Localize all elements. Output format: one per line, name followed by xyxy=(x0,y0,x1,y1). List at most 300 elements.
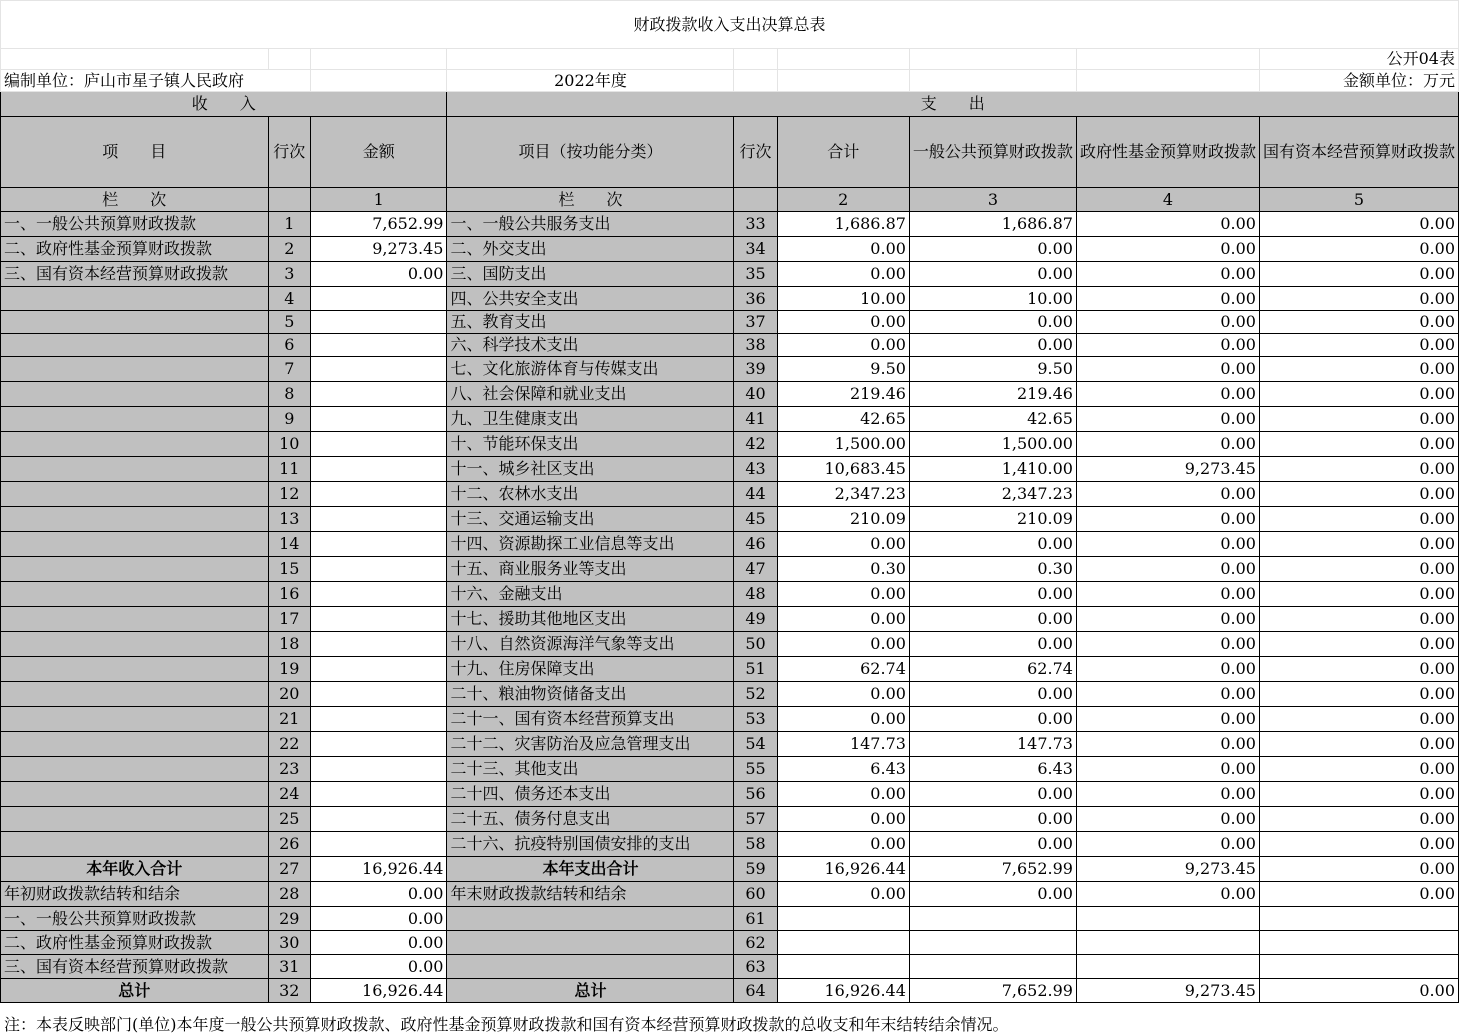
income-item xyxy=(1,582,269,607)
income-row-no: 15 xyxy=(268,557,310,582)
expense-item: 二十、粮油物资储备支出 xyxy=(447,682,734,707)
income-item xyxy=(1,357,269,382)
expense-total: 1,686.87 xyxy=(777,212,909,237)
expense-fund: 0.00 xyxy=(1076,682,1259,707)
expense-general: 1,410.00 xyxy=(909,457,1076,482)
income-item xyxy=(1,632,269,657)
expense-total xyxy=(777,907,909,931)
expense-row-no: 58 xyxy=(734,832,777,857)
expense-state: 0.00 xyxy=(1259,682,1458,707)
expense-fund: 0.00 xyxy=(1076,632,1259,657)
income-row-no: 7 xyxy=(268,357,310,382)
expense-total: 0.00 xyxy=(777,334,909,357)
expense-total: 0.00 xyxy=(777,607,909,632)
expense-fund: 0.00 xyxy=(1076,807,1259,832)
expense-state: 0.00 xyxy=(1259,382,1458,407)
expense-general: 0.00 xyxy=(909,782,1076,807)
income-row-no: 14 xyxy=(268,532,310,557)
col-header-general: 一般公共预算财政拨款 xyxy=(909,117,1076,188)
expense-item: 二、外交支出 xyxy=(447,237,734,262)
expense-item: 二十四、债务还本支出 xyxy=(447,782,734,807)
expense-fund xyxy=(1076,931,1259,955)
table-row xyxy=(1,857,1459,882)
expense-state: 0.00 xyxy=(1259,979,1458,1003)
expense-item: 一、一般公共服务支出 xyxy=(447,212,734,237)
income-item: 一、一般公共预算财政拨款 xyxy=(1,212,269,237)
table-row xyxy=(1,557,1459,582)
expense-item: 十一、城乡社区支出 xyxy=(447,457,734,482)
income-row-no: 9 xyxy=(268,407,310,432)
income-row-no: 1 xyxy=(268,212,310,237)
income-amount: 16,926.44 xyxy=(311,979,447,1003)
expense-total: 62.74 xyxy=(777,657,909,682)
income-row-no: 8 xyxy=(268,382,310,407)
income-item: 总计 xyxy=(1,979,269,1003)
table-row xyxy=(1,732,1459,757)
col-num-4: 4 xyxy=(1076,188,1259,212)
expense-general xyxy=(909,907,1076,931)
expense-row-no: 59 xyxy=(734,857,777,882)
expense-item: 十九、住房保障支出 xyxy=(447,657,734,682)
expense-total: 0.00 xyxy=(777,682,909,707)
expense-total: 0.00 xyxy=(777,707,909,732)
expense-item: 六、科学技术支出 xyxy=(447,334,734,357)
expense-row-no: 36 xyxy=(734,287,777,311)
table-row xyxy=(1,955,1459,979)
expense-state: 0.00 xyxy=(1259,287,1458,311)
expense-state: 0.00 xyxy=(1259,632,1458,657)
income-item: 一、一般公共预算财政拨款 xyxy=(1,907,269,931)
expense-general: 62.74 xyxy=(909,657,1076,682)
expense-row-no: 45 xyxy=(734,507,777,532)
expense-total: 0.00 xyxy=(777,311,909,334)
expense-item: 九、卫生健康支出 xyxy=(447,407,734,432)
income-amount xyxy=(311,757,447,782)
income-row-no: 13 xyxy=(268,507,310,532)
table-row xyxy=(1,407,1459,432)
income-item xyxy=(1,382,269,407)
expense-general: 10.00 xyxy=(909,287,1076,311)
expense-row-no: 55 xyxy=(734,757,777,782)
table-row xyxy=(1,882,1459,907)
income-item xyxy=(1,807,269,832)
income-amount: 0.00 xyxy=(311,907,447,931)
expense-item xyxy=(447,955,734,979)
income-row-no: 11 xyxy=(268,457,310,482)
expense-general: 0.00 xyxy=(909,832,1076,857)
income-amount xyxy=(311,407,447,432)
page-title: 财政拨款收入支出决算总表 xyxy=(1,1,1459,49)
expense-general: 0.00 xyxy=(909,237,1076,262)
income-item: 二、政府性基金预算财政拨款 xyxy=(1,237,269,262)
expense-total: 0.00 xyxy=(777,882,909,907)
expense-general: 42.65 xyxy=(909,407,1076,432)
expense-state: 0.00 xyxy=(1259,457,1458,482)
table-row xyxy=(1,582,1459,607)
expense-fund xyxy=(1076,907,1259,931)
expense-row-no: 39 xyxy=(734,357,777,382)
expense-state: 0.00 xyxy=(1259,557,1458,582)
expense-item: 十六、金融支出 xyxy=(447,582,734,607)
income-amount: 0.00 xyxy=(311,262,447,287)
expense-state: 0.00 xyxy=(1259,482,1458,507)
table-row xyxy=(1,432,1459,457)
expense-general: 9.50 xyxy=(909,357,1076,382)
expense-row-no: 53 xyxy=(734,707,777,732)
expense-general: 147.73 xyxy=(909,732,1076,757)
expense-fund: 0.00 xyxy=(1076,882,1259,907)
expense-fund: 0.00 xyxy=(1076,432,1259,457)
expense-fund: 0.00 xyxy=(1076,357,1259,382)
expense-total: 147.73 xyxy=(777,732,909,757)
income-row-no: 12 xyxy=(268,482,310,507)
table-row xyxy=(1,287,1459,311)
income-item: 年初财政拨款结转和结余 xyxy=(1,882,269,907)
expense-fund: 0.00 xyxy=(1076,607,1259,632)
income-row-no: 4 xyxy=(268,287,310,311)
income-amount xyxy=(311,334,447,357)
income-item xyxy=(1,532,269,557)
expense-total: 210.09 xyxy=(777,507,909,532)
expense-item: 总计 xyxy=(447,979,734,1003)
expense-row-no: 61 xyxy=(734,907,777,931)
income-amount xyxy=(311,657,447,682)
income-item xyxy=(1,757,269,782)
expense-item: 二十三、其他支出 xyxy=(447,757,734,782)
expense-item: 十、节能环保支出 xyxy=(447,432,734,457)
expense-fund: 0.00 xyxy=(1076,212,1259,237)
table-row xyxy=(1,532,1459,557)
expense-fund: 9,273.45 xyxy=(1076,857,1259,882)
expense-general: 0.00 xyxy=(909,262,1076,287)
expense-fund: 0.00 xyxy=(1076,532,1259,557)
expense-fund: 0.00 xyxy=(1076,237,1259,262)
expense-state xyxy=(1259,931,1458,955)
income-item xyxy=(1,482,269,507)
income-amount xyxy=(311,432,447,457)
expense-state: 0.00 xyxy=(1259,507,1458,532)
expense-item xyxy=(447,931,734,955)
income-row-no: 23 xyxy=(268,757,310,782)
income-item xyxy=(1,657,269,682)
table-row xyxy=(1,632,1459,657)
expense-item: 十三、交通运输支出 xyxy=(447,507,734,532)
expense-general: 219.46 xyxy=(909,382,1076,407)
expense-state: 0.00 xyxy=(1259,782,1458,807)
col-header-item: 项 目 xyxy=(1,117,269,188)
expense-row-no: 34 xyxy=(734,237,777,262)
expense-fund: 0.00 xyxy=(1076,657,1259,682)
footnote: 注：本表反映部门(单位)本年度一般公共预算财政拨款、政府性基金预算财政拨款和国有资本经营预算财政拨款的总收支和年末结转结余情况。 xyxy=(4,1015,1009,1034)
expense-total: 10,683.45 xyxy=(777,457,909,482)
expense-state: 0.00 xyxy=(1259,757,1458,782)
income-row-no: 25 xyxy=(268,807,310,832)
form-code: 公开04表 xyxy=(1259,49,1458,70)
col-header-fund: 政府性基金预算财政拨款 xyxy=(1076,117,1259,188)
income-amount xyxy=(311,457,447,482)
income-amount: 7,652.99 xyxy=(311,212,447,237)
expense-general: 0.00 xyxy=(909,311,1076,334)
expense-general: 6.43 xyxy=(909,757,1076,782)
expense-row-no: 40 xyxy=(734,382,777,407)
expense-fund: 0.00 xyxy=(1076,582,1259,607)
expense-total: 42.65 xyxy=(777,407,909,432)
income-item xyxy=(1,557,269,582)
expense-row-no: 52 xyxy=(734,682,777,707)
expense-total: 0.00 xyxy=(777,237,909,262)
expense-state: 0.00 xyxy=(1259,237,1458,262)
expense-fund: 0.00 xyxy=(1076,782,1259,807)
expense-fund: 9,273.45 xyxy=(1076,457,1259,482)
expense-state: 0.00 xyxy=(1259,607,1458,632)
expense-total: 9.50 xyxy=(777,357,909,382)
expense-item: 十八、自然资源海洋气象等支出 xyxy=(447,632,734,657)
col-header-row-no: 行次 xyxy=(268,117,310,188)
expense-fund: 0.00 xyxy=(1076,262,1259,287)
expense-general: 0.00 xyxy=(909,707,1076,732)
expense-item: 二十六、抗疫特别国债安排的支出 xyxy=(447,832,734,857)
expense-row-no: 42 xyxy=(734,432,777,457)
income-row-no: 3 xyxy=(268,262,310,287)
expense-fund: 0.00 xyxy=(1076,334,1259,357)
table-row xyxy=(1,807,1459,832)
table-row xyxy=(1,237,1459,262)
col-header-func-item: 项目（按功能分类） xyxy=(447,117,734,188)
expense-general: 0.00 xyxy=(909,607,1076,632)
income-row-no: 24 xyxy=(268,782,310,807)
expense-row-no: 56 xyxy=(734,782,777,807)
expense-general: 0.30 xyxy=(909,557,1076,582)
expense-total: 0.00 xyxy=(777,262,909,287)
income-amount xyxy=(311,732,447,757)
expense-item: 七、文化旅游体育与传媒支出 xyxy=(447,357,734,382)
income-amount xyxy=(311,557,447,582)
expense-state: 0.00 xyxy=(1259,311,1458,334)
expense-general: 0.00 xyxy=(909,334,1076,357)
expense-row-no: 38 xyxy=(734,334,777,357)
expense-fund: 0.00 xyxy=(1076,557,1259,582)
expense-general xyxy=(909,955,1076,979)
income-item xyxy=(1,707,269,732)
table-row xyxy=(1,212,1459,237)
expense-row-no: 49 xyxy=(734,607,777,632)
expense-item xyxy=(447,907,734,931)
income-item: 三、国有资本经营预算财政拨款 xyxy=(1,955,269,979)
expense-fund: 0.00 xyxy=(1076,287,1259,311)
col-header-row-no-2: 行次 xyxy=(734,117,777,188)
income-row-no: 16 xyxy=(268,582,310,607)
expense-total: 219.46 xyxy=(777,382,909,407)
expense-state: 0.00 xyxy=(1259,807,1458,832)
expense-total: 1,500.00 xyxy=(777,432,909,457)
table-row xyxy=(1,657,1459,682)
income-item xyxy=(1,432,269,457)
expense-row-no: 41 xyxy=(734,407,777,432)
income-item: 本年收入合计 xyxy=(1,857,269,882)
income-item: 三、国有资本经营预算财政拨款 xyxy=(1,262,269,287)
expense-fund: 0.00 xyxy=(1076,757,1259,782)
expense-general: 210.09 xyxy=(909,507,1076,532)
table-row xyxy=(1,707,1459,732)
expense-item: 二十一、国有资本经营预算支出 xyxy=(447,707,734,732)
table-row xyxy=(1,682,1459,707)
unit-label: 编制单位：庐山市星子镇人民政府 xyxy=(1,70,311,92)
expense-row-no: 54 xyxy=(734,732,777,757)
expense-general: 2,347.23 xyxy=(909,482,1076,507)
amount-unit: 金额单位：万元 xyxy=(1259,70,1458,92)
expense-state: 0.00 xyxy=(1259,707,1458,732)
expense-state: 0.00 xyxy=(1259,857,1458,882)
income-amount: 9,273.45 xyxy=(311,237,447,262)
income-row-no: 22 xyxy=(268,732,310,757)
expense-state: 0.00 xyxy=(1259,832,1458,857)
expense-general: 7,652.99 xyxy=(909,857,1076,882)
expense-total: 16,926.44 xyxy=(777,979,909,1003)
expense-total: 0.00 xyxy=(777,632,909,657)
expense-state: 0.00 xyxy=(1259,432,1458,457)
expense-row-no: 47 xyxy=(734,557,777,582)
income-item xyxy=(1,287,269,311)
table-row xyxy=(1,334,1459,357)
expense-state: 0.00 xyxy=(1259,582,1458,607)
table-row xyxy=(1,907,1459,931)
income-header: 收 入 xyxy=(1,92,447,117)
income-amount xyxy=(311,287,447,311)
income-row-no: 30 xyxy=(268,931,310,955)
income-item xyxy=(1,607,269,632)
expense-item: 十二、农林水支出 xyxy=(447,482,734,507)
income-row-no: 20 xyxy=(268,682,310,707)
table-row xyxy=(1,782,1459,807)
income-item xyxy=(1,682,269,707)
expense-item: 二十二、灾害防治及应急管理支出 xyxy=(447,732,734,757)
expense-general: 7,652.99 xyxy=(909,979,1076,1003)
expense-fund: 0.00 xyxy=(1076,407,1259,432)
expense-fund: 0.00 xyxy=(1076,832,1259,857)
expense-general: 0.00 xyxy=(909,582,1076,607)
income-amount xyxy=(311,632,447,657)
table-row xyxy=(1,482,1459,507)
income-item xyxy=(1,832,269,857)
income-amount xyxy=(311,832,447,857)
table-row xyxy=(1,979,1459,1003)
expense-fund: 0.00 xyxy=(1076,707,1259,732)
expense-total: 0.30 xyxy=(777,557,909,582)
expense-state xyxy=(1259,907,1458,931)
table-row xyxy=(1,382,1459,407)
col-header-total: 合计 xyxy=(777,117,909,188)
expense-total: 0.00 xyxy=(777,782,909,807)
expense-state: 0.00 xyxy=(1259,407,1458,432)
col-header-amount: 金额 xyxy=(311,117,447,188)
expense-general: 0.00 xyxy=(909,807,1076,832)
expense-item: 二十五、债务付息支出 xyxy=(447,807,734,832)
income-row-no: 29 xyxy=(268,907,310,931)
expense-total: 0.00 xyxy=(777,532,909,557)
table-row xyxy=(1,607,1459,632)
expense-item: 三、国防支出 xyxy=(447,262,734,287)
expense-state: 0.00 xyxy=(1259,357,1458,382)
income-amount xyxy=(311,582,447,607)
expense-general: 0.00 xyxy=(909,532,1076,557)
table-row xyxy=(1,757,1459,782)
expense-item: 本年支出合计 xyxy=(447,857,734,882)
expense-general: 0.00 xyxy=(909,882,1076,907)
income-item xyxy=(1,311,269,334)
income-row-no: 27 xyxy=(268,857,310,882)
expense-row-no: 44 xyxy=(734,482,777,507)
expense-row-no: 62 xyxy=(734,931,777,955)
expense-general: 1,686.87 xyxy=(909,212,1076,237)
table-row xyxy=(1,457,1459,482)
income-amount: 16,926.44 xyxy=(311,857,447,882)
income-row-no: 17 xyxy=(268,607,310,632)
expense-total xyxy=(777,955,909,979)
expense-fund: 9,273.45 xyxy=(1076,979,1259,1003)
expense-fund: 0.00 xyxy=(1076,507,1259,532)
income-item: 二、政府性基金预算财政拨款 xyxy=(1,931,269,955)
income-row-no: 10 xyxy=(268,432,310,457)
expense-row-no: 48 xyxy=(734,582,777,607)
col-num-5: 5 xyxy=(1259,188,1458,212)
expense-item: 年末财政拨款结转和结余 xyxy=(447,882,734,907)
expense-state: 0.00 xyxy=(1259,212,1458,237)
income-row-no: 5 xyxy=(268,311,310,334)
income-row-no: 18 xyxy=(268,632,310,657)
expense-header: 支 出 xyxy=(447,92,1459,117)
income-row-no: 32 xyxy=(268,979,310,1003)
income-item xyxy=(1,782,269,807)
income-amount: 0.00 xyxy=(311,931,447,955)
expense-state: 0.00 xyxy=(1259,657,1458,682)
col-label-2: 栏 次 xyxy=(447,188,734,212)
income-amount xyxy=(311,311,447,334)
income-row-no: 19 xyxy=(268,657,310,682)
expense-fund: 0.00 xyxy=(1076,732,1259,757)
income-amount xyxy=(311,482,447,507)
expense-total: 0.00 xyxy=(777,582,909,607)
income-row-no: 31 xyxy=(268,955,310,979)
expense-total: 0.00 xyxy=(777,807,909,832)
income-item xyxy=(1,457,269,482)
expense-row-no: 46 xyxy=(734,532,777,557)
table-row xyxy=(1,931,1459,955)
expense-fund: 0.00 xyxy=(1076,482,1259,507)
income-row-no: 6 xyxy=(268,334,310,357)
expense-fund: 0.00 xyxy=(1076,311,1259,334)
expense-item: 十七、援助其他地区支出 xyxy=(447,607,734,632)
expense-fund xyxy=(1076,955,1259,979)
expense-item: 十五、商业服务业等支出 xyxy=(447,557,734,582)
income-amount xyxy=(311,507,447,532)
income-row-no: 26 xyxy=(268,832,310,857)
col-label: 栏 次 xyxy=(1,188,269,212)
income-amount xyxy=(311,782,447,807)
table-row xyxy=(1,507,1459,532)
expense-total xyxy=(777,931,909,955)
col-num-2: 2 xyxy=(777,188,909,212)
income-item xyxy=(1,407,269,432)
income-amount xyxy=(311,357,447,382)
expense-row-no: 33 xyxy=(734,212,777,237)
expense-total: 6.43 xyxy=(777,757,909,782)
expense-row-no: 64 xyxy=(734,979,777,1003)
expense-state: 0.00 xyxy=(1259,334,1458,357)
fiscal-year: 2022年度 xyxy=(447,70,734,92)
table-row xyxy=(1,262,1459,287)
income-amount xyxy=(311,532,447,557)
expense-state: 0.00 xyxy=(1259,732,1458,757)
